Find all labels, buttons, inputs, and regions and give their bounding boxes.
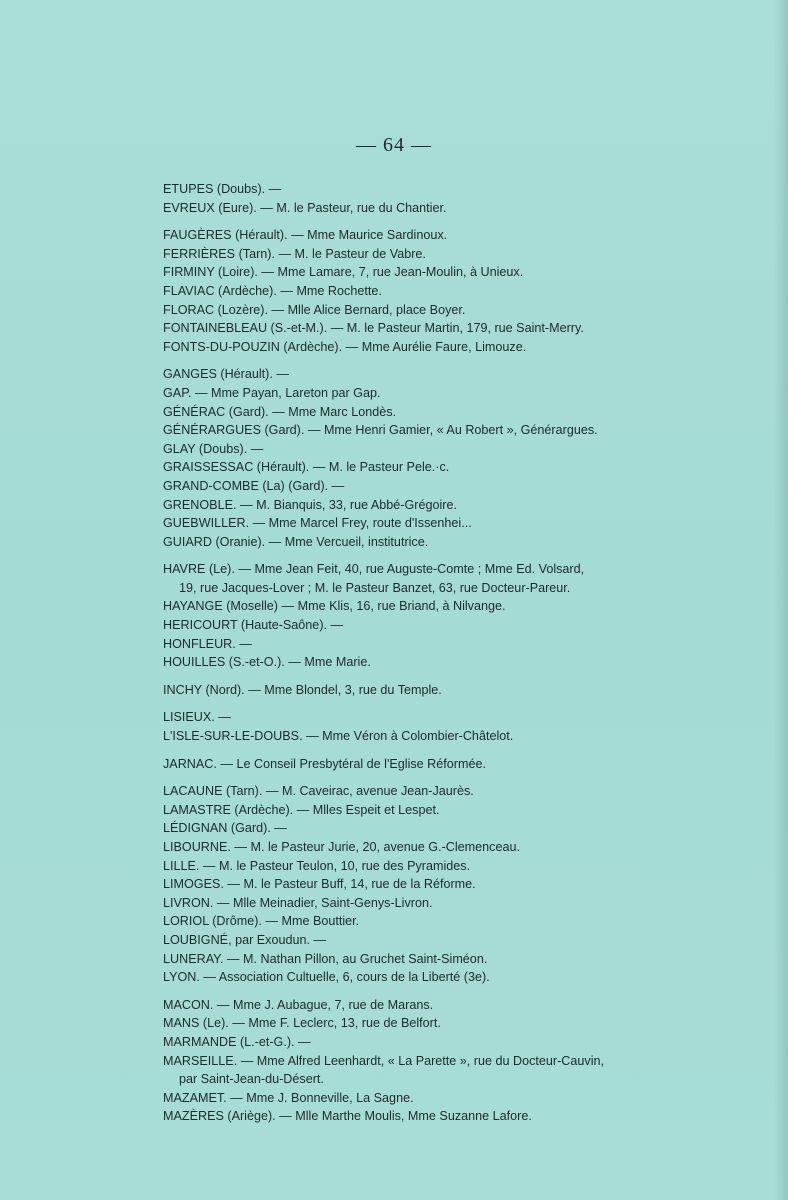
directory-entry [163,597,763,616]
directory-entry [163,421,763,440]
entry-text: FONTS-DU-POUZIN (Ardèche). — Mme Aurélie Faure, Limouze. [163,339,527,354]
entry-text: EVREUX (Eure). — M. le Pasteur, rue du Chantier. [163,200,447,215]
directory-entry [163,727,763,746]
entry-text: GAP. — Mme Payan, Lareton par Gap. [163,385,381,400]
entry-text: GRENOBLE. — M. Bianquis, 33, rue Abbé-Grégoire. [163,497,457,512]
entry-text: FERRIÈRES (Tarn). — M. le Pasteur de Vabre. [163,246,426,261]
entry-text: LIMOGES. — M. le Pasteur Buff, 14, rue de la Réforme. [163,877,476,892]
directory-entry [163,199,763,218]
group-spacer [163,217,763,226]
entry-text: GANGES (Hérault). — [163,367,289,382]
entry-text: FIRMINY (Loire). — Mme Lamare, 7, rue Jean-Moulin, à Unieux. [163,265,524,280]
directory-entry [163,819,763,838]
entry-continuation: par Saint-Jean-du-Désert. [179,1072,324,1087]
entry-text: HAVRE (Le). — Mme Jean Feit, 40, rue Auguste-Comte ; Mme Ed. Volsard, [163,562,585,577]
directory-entry [163,838,763,857]
entry-text: MANS (Le). — Mme F. Leclerc, 13, rue de Belfort. [163,1016,441,1031]
entry-text: INCHY (Nord). — Mme Blondel, 3, rue du Temple. [163,682,442,697]
directory-entry [163,708,763,727]
directory-entry [163,1089,763,1108]
directory-entry [163,365,763,384]
entry-text: MARMANDE (L.-et-G.). — [163,1034,311,1049]
entry-text: HOUILLES (S.-et-O.). — Mme Marie. [163,655,371,670]
directory-entry [163,282,763,301]
directory-entry [163,1107,763,1126]
directory-entry [163,1052,763,1089]
page-edge-shadow [774,0,788,1200]
entry-text: GUEBWILLER. — Mme Marcel Frey, route d'Issenhei... [163,516,472,531]
entry-text: MARSEILLE. — Mme Alfred Leenhardt, « La Parette », rue du Docteur-Cauvin, [163,1053,605,1068]
directory-entry [163,894,763,913]
directory-entry [163,338,763,357]
entry-text: GÉNÉRARGUES (Gard). — Mme Henri Gamier, « Au Robert », Générargues. [163,423,598,438]
directory-entry [163,1033,763,1052]
directory-entry [163,755,763,774]
entry-text: LISIEUX. — [163,710,231,725]
directory-entry [163,653,763,672]
entry-text: LÉDIGNAN (Gard). — [163,821,287,836]
entry-text: LYON. — Association Cultuelle, 6, cours de la Liberté (3e). [163,970,490,985]
group-spacer [163,356,763,365]
directory-entry [163,950,763,969]
entry-text: HAYANGE (Moselle) — Mme Klis, 16, rue Briand, à Nilvange. [163,599,506,614]
entry-text: FLAVIAC (Ardèche). — Mme Rochette. [163,283,382,298]
directory-entry [163,996,763,1015]
directory-entry [163,440,763,459]
group-spacer [163,987,763,996]
entry-text: FONTAINEBLEAU (S.-et-M.). — M. le Pasteur Martin, 179, rue Saint-Merry. [163,321,584,336]
entry-text: LOUBIGNÉ, par Exoudun. — [163,932,327,947]
entry-text: JARNAC. — Le Conseil Presbytéral de l'Eglise Réformée. [163,756,486,771]
entry-text: LIBOURNE. — M. le Pasteur Jurie, 20, avenue G.-Clemenceau. [163,840,520,854]
directory-entry [163,226,763,245]
directory-list [163,180,763,1126]
entry-text: LACAUNE (Tarn). — M. Caveirac, avenue Jean-Jaurès. [163,784,474,799]
directory-entry [163,1014,763,1033]
entry-text: GRAND-COMBE (La) (Gard). — [163,478,345,493]
entry-text: LORIOL (Drôme). — Mme Bouttier. [163,914,360,929]
directory-entry [163,931,763,950]
directory-entry [163,403,763,422]
directory-entry [163,477,763,496]
entry-text: MAZAMET. — Mme J. Bonneville, La Sagne. [163,1090,414,1105]
directory-entry [163,263,763,282]
directory-entry [163,496,763,515]
entry-text: L'ISLE-SUR-LE-DOUBS. — Mme Véron à Colombier-Châtelot. [163,729,514,744]
group-spacer [163,746,763,755]
directory-entry [163,533,763,552]
directory-entry [163,801,763,820]
directory-entry [163,875,763,894]
directory-entry [163,560,763,597]
group-spacer [163,551,763,560]
group-spacer [163,699,763,708]
entry-text: MACON. — Mme J. Aubague, 7, rue de Marans. [163,997,434,1012]
entry-text: HONFLEUR. — [163,636,252,651]
directory-entry [163,301,763,320]
entry-text: LAMASTRE (Ardèche). — Mlles Espeit et Lespet. [163,802,440,817]
entry-text: HERICOURT (Haute-Saône). — [163,618,344,633]
group-spacer [163,672,763,681]
directory-entry [163,912,763,931]
page-number: — 64 — [356,134,432,156]
directory-entry [163,681,763,700]
entry-text: GRAISSESSAC (Hérault). — M. le Pasteur Pele.·c. [163,460,450,475]
directory-entry [163,245,763,264]
entry-text: GUIARD (Oranie). — Mme Vercueil, institutrice. [163,534,429,549]
entry-text: FAUGÈRES (Hérault). — Mme Maurice Sardinoux. [163,228,448,243]
entry-text: LIVRON. — Mlle Meinadier, Saint-Genys-Livron. [163,895,433,910]
directory-entry [163,319,763,338]
directory-entry [163,635,763,654]
directory-entry [163,616,763,635]
entry-text: GLAY (Doubs). — [163,441,264,456]
directory-entry [163,782,763,801]
entry-text: LUNERAY. — M. Nathan Pillon, au Gruchet Saint-Siméon. [163,951,488,966]
directory-entry [163,458,763,477]
entry-text: ETUPES (Doubs). — [163,182,282,196]
directory-entry [163,514,763,533]
entry-text: GÉNÉRAC (Gard). — Mme Marc Londès. [163,404,397,419]
directory-entry [163,384,763,403]
group-spacer [163,773,763,782]
entry-continuation: 19, rue Jacques-Lover ; M. le Pasteur Banzet, 63, rue Docteur-Pareur. [179,580,571,595]
directory-entry [163,180,763,199]
entry-text: FLORAC (Lozère). — Mlle Alice Bernard, place Boyer. [163,302,466,317]
directory-entry [163,857,763,876]
entry-text: LILLE. — M. le Pasteur Teulon, 10, rue des Pyramides. [163,858,471,873]
entry-text: MAZÈRES (Ariège). — Mlle Marthe Moulis, Mme Suzanne Lafore. [163,1109,532,1124]
directory-entry [163,968,763,987]
